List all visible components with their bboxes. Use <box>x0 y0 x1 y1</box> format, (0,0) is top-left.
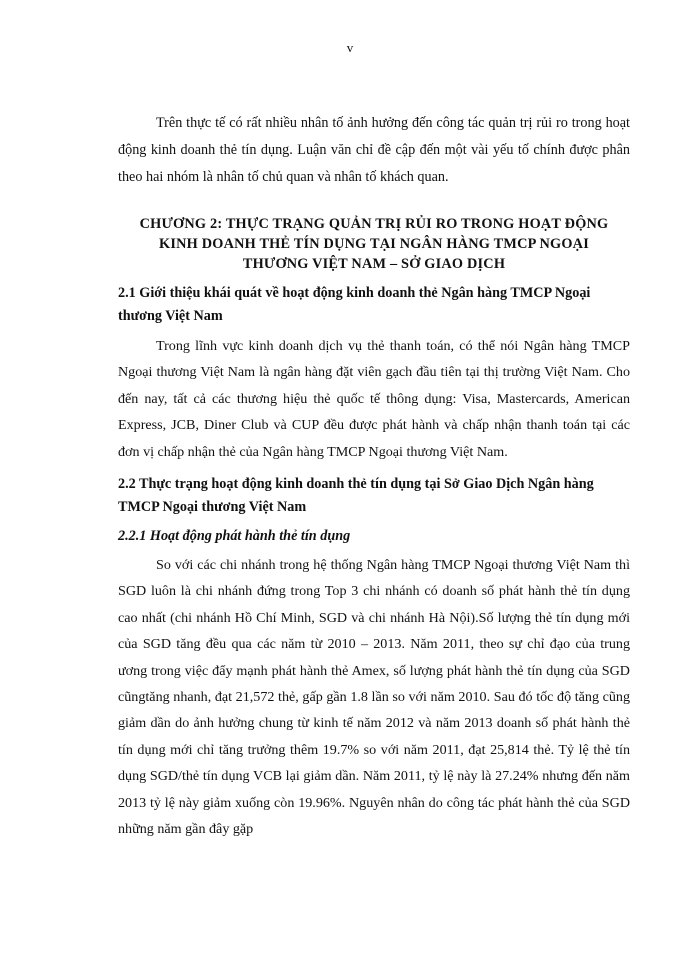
page-content <box>118 110 630 843</box>
section-2-1-heading: 2.1 Giới thiệu khái quát về hoạt động kinh doanh thẻ Ngân hàng TMCP Ngoại thương Việt Nam <box>118 285 591 324</box>
section-2-1-paragraph: Trong lĩnh vực kinh doanh dịch vụ thẻ thanh toán, có thể nói Ngân hàng TMCP Ngoại thương Việt Nam là ngân hàng đặt viên gạch đầu tiên tại thị trường Việt Nam. Cho đến nay, tất cả các thương hiệu thẻ quốc tế thông dụng: Visa, Mastercards, American Express, JCB, Diner Club và CUP đều được phát hành và chấp nhận thanh toán tại các đơn vị chấp nhận thẻ của Ngân hàng TMCP Ngoại thương Việt Nam. <box>118 338 630 460</box>
chapter-title-line-1: CHƯƠNG 2: THỰC TRẠNG QUẢN TRỊ RỦI RO TRONG HOẠT ĐỘNG <box>139 216 609 232</box>
intro-paragraph: Trên thực tế có rất nhiều nhân tố ảnh hưởng đến công tác quản trị rủi ro trong hoạt động kinh doanh thẻ tín dụng. Luận văn chỉ đề cập đến một vài yếu tố chính được phân theo hai nhóm là nhân tố chủ quan và nhân tố khách quan. <box>118 115 630 185</box>
subsection-2-2-1-heading: 2.2.1 Hoạt động phát hành thẻ tín dụng <box>118 528 351 545</box>
page-number: v <box>346 40 354 55</box>
section-2-2-heading: 2.2 Thực trạng hoạt động kinh doanh thẻ tín dụng tại Sở Giao Dịch Ngân hàng TMCP Ngoại thương Việt Nam <box>118 476 594 516</box>
subsection-2-2-1-paragraph: So với các chi nhánh trong hệ thống Ngân hàng TMCP Ngoại thương Việt Nam thì SGD luôn là chi nhánh đứng trong Top 3 chi nhánh có doanh số phát hành thẻ tín dụng cao nhất (chi nhánh Hồ Chí Minh, SGD và chi nhánh Hà Nội).Số lượng thẻ tín dụng mới của SGD tăng đều qua các năm từ 2010 – 2013. Năm 2011, theo sự chỉ đạo của trung ương trong việc đẩy mạnh phát hành thẻ Amex, số lượng phát hành thẻ tín dụng của SGD cũngtăng nhanh, đạt 21,572 thẻ, gấp gần 1.8 lần so với năm 2010. Sau đó tốc độ tăng cũng giảm dần do ảnh hưởng chung từ kinh tế năm 2012 và năm 2013 doanh số phát hành thẻ tín dụng mới chỉ tăng trưởng thêm 19.7% so với năm 2011, đạt 25,814 thẻ. Tỷ lệ thẻ tín dụng SGD/thẻ tín dụng VCB lại giảm dần. Năm 2011, tỷ lệ này là 27.24% nhưng đến năm 2013 tỷ lệ này giảm xuống còn 19.96%. Nguyên nhân do công tác phát hành thẻ của SGD những năm gần đây gặp <box>118 557 630 838</box>
chapter-title-line-2: KINH DOANH THẺ TÍN DỤNG TẠI NGÂN HÀNG TMCP NGOẠI <box>159 236 589 252</box>
chapter-title-line-3: THƯƠNG VIỆT NAM – SỞ GIAO DỊCH <box>242 256 506 272</box>
chapter-title <box>118 214 630 274</box>
